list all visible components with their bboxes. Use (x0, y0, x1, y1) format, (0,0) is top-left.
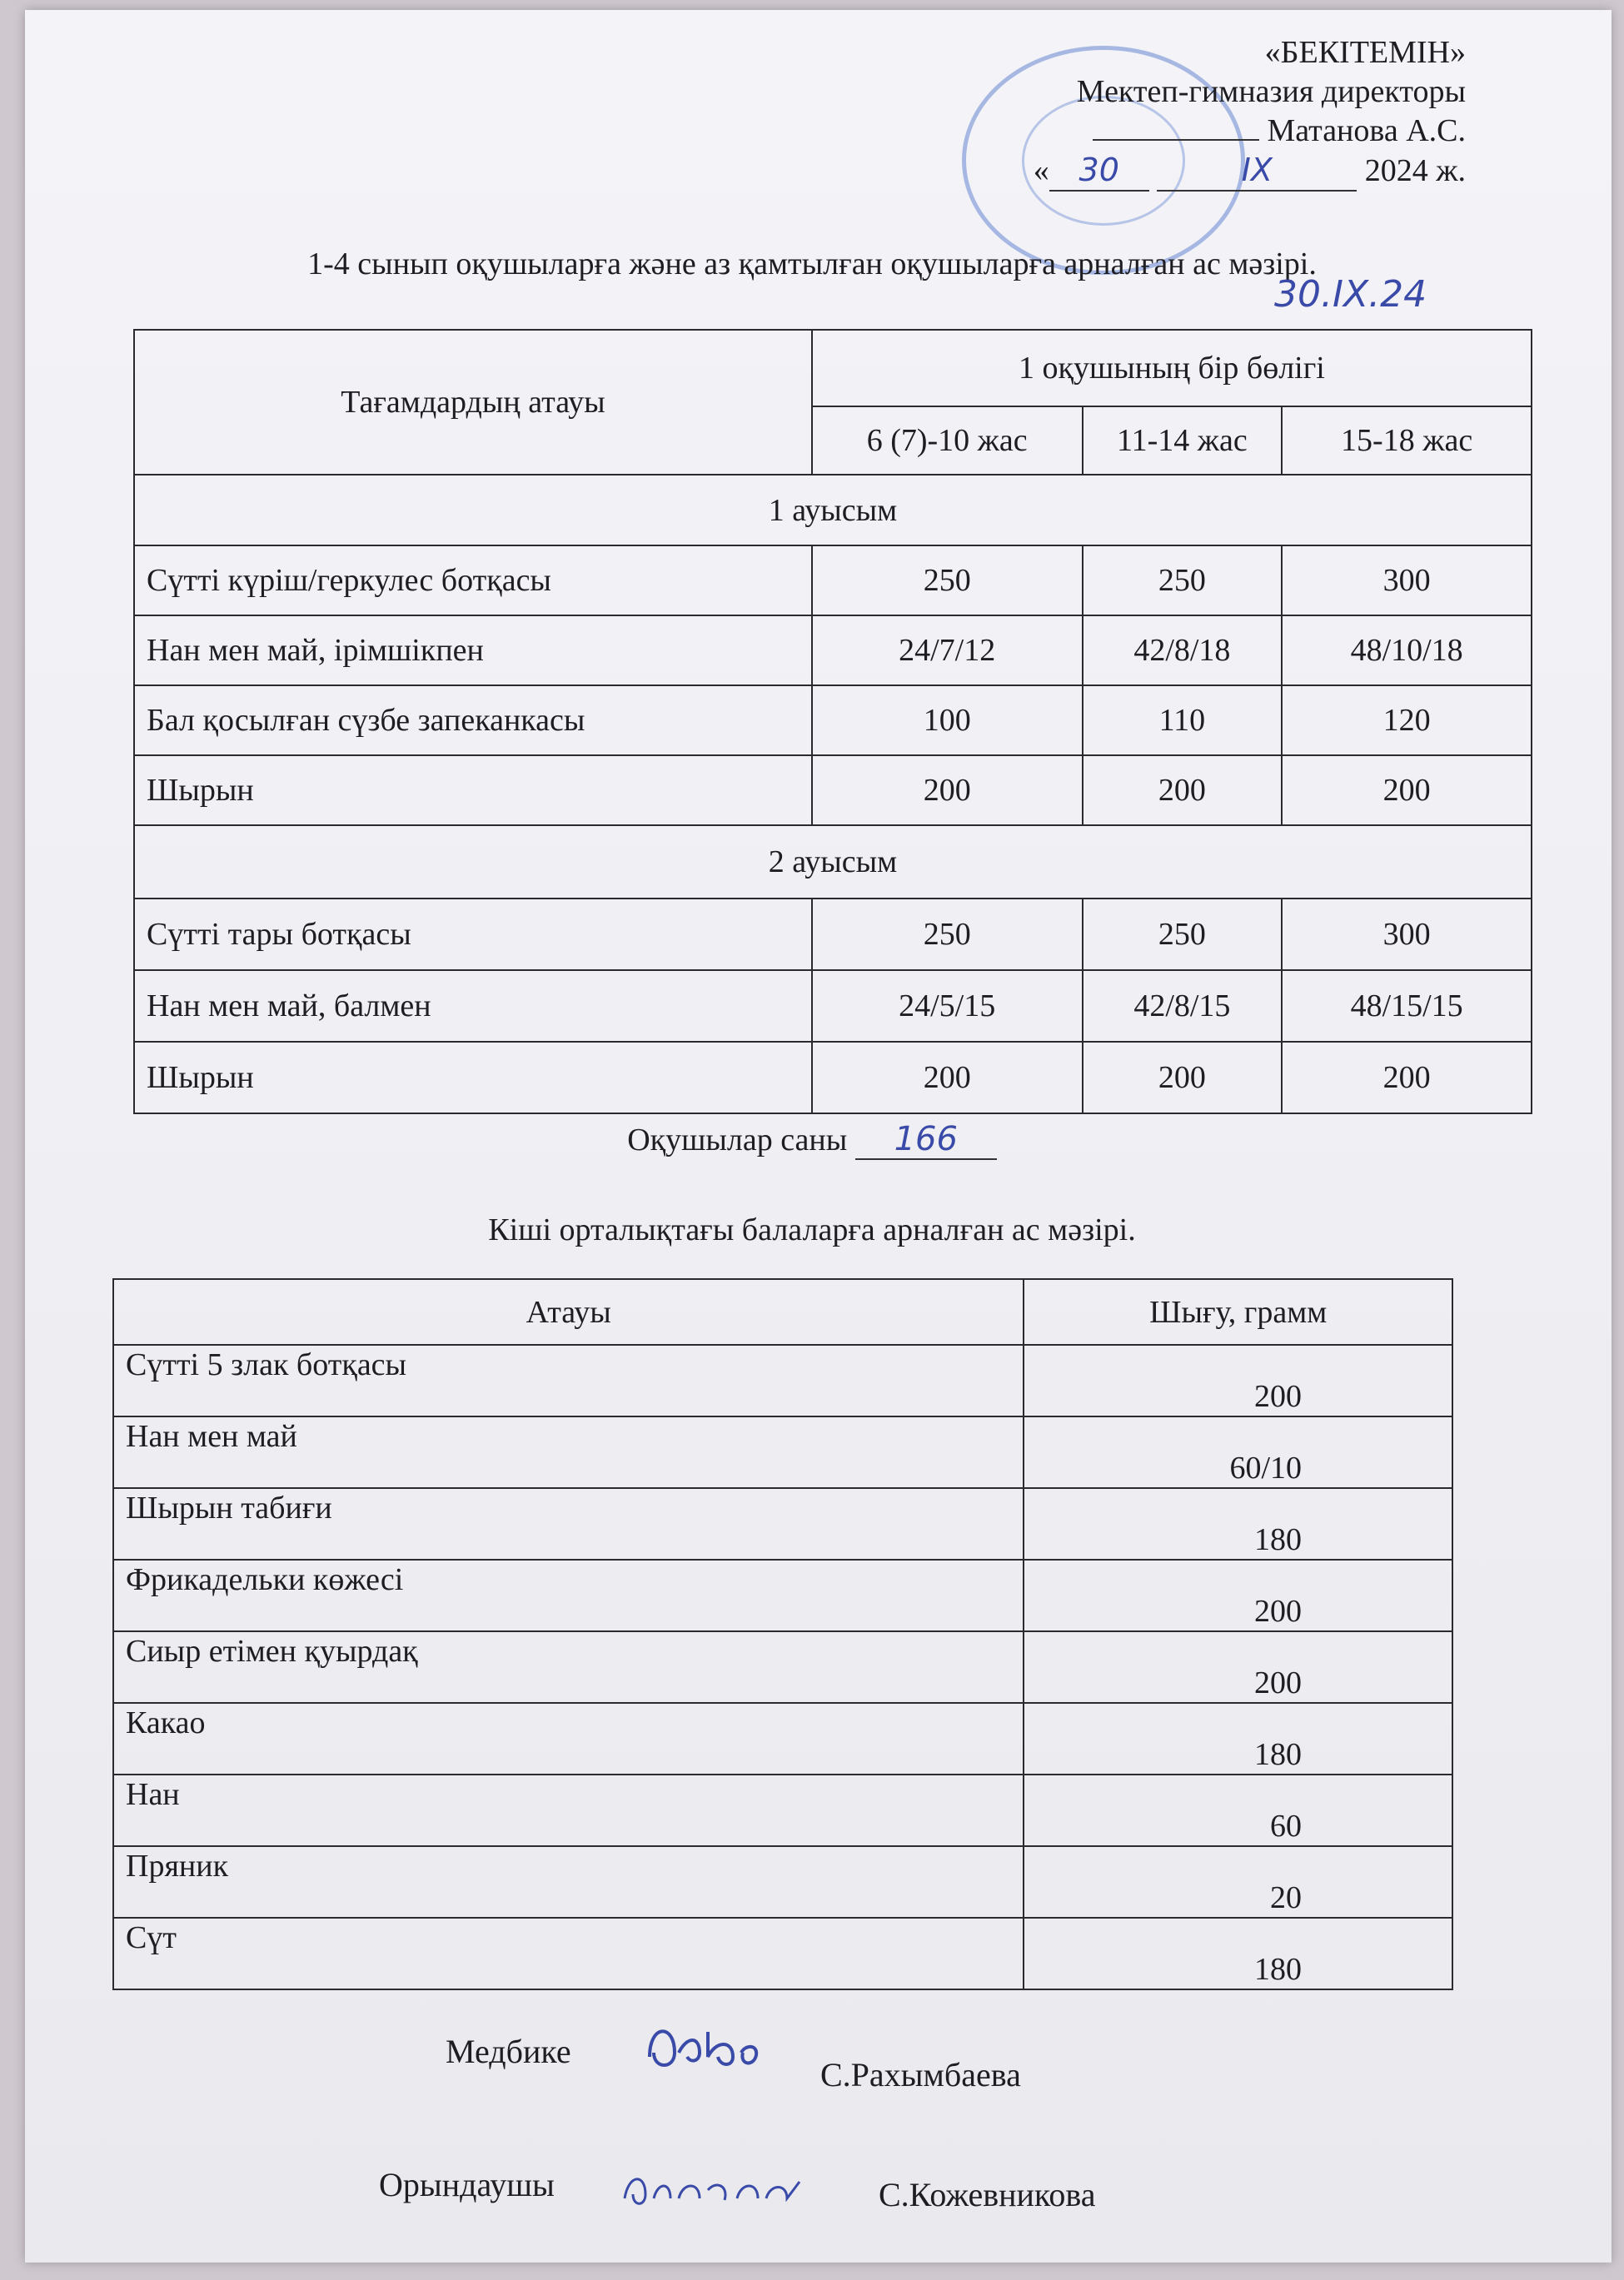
approval-year: 2024 ж. (1364, 153, 1466, 188)
executor-name: С.Кожевникова (879, 2176, 1096, 2213)
director-position: Мектеп-гимназия директоры (1076, 74, 1466, 109)
table-row: Шырын 200 200 200 (134, 1042, 1532, 1113)
nurse-role: Медбике (446, 2033, 571, 2070)
table-row: Шырын 200 200 200 (134, 755, 1532, 825)
age-group-2: 11-14 жас (1083, 406, 1283, 475)
approval-day: 30 (1049, 151, 1149, 192)
table-row: Нан мен май, балмен 24/5/15 42/8/15 48/15/15 (134, 970, 1532, 1042)
students-count-value: 166 (855, 1120, 997, 1160)
menu1-table (133, 329, 1532, 1114)
students-count-line (0, 1120, 1624, 1160)
table-row: Шырын табиғи 180 (113, 1488, 1452, 1560)
approval-block: «БЕКІТЕМІН» Мектеп-гимназия директоры Матанова А.С. « 30 IX 2024 ж. (949, 33, 1466, 192)
nurse-signature (641, 2007, 766, 2082)
table-row: Нан мен май 60/10 (113, 1416, 1452, 1488)
header-output: Шығу, грамм (1024, 1279, 1452, 1345)
header-name: Атауы (113, 1279, 1024, 1345)
table-row: Нан мен май, ірімшікпен 24/7/12 42/8/18 48/10/18 (134, 615, 1532, 685)
table-row: Сүт 180 (113, 1918, 1452, 1989)
age-group-3: 15-18 жас (1282, 406, 1532, 475)
age-group-1: 6 (7)-10 жас (812, 406, 1083, 475)
handwritten-date: 30.IX.24 (1274, 273, 1427, 316)
table-row: Какао 180 (113, 1703, 1452, 1775)
menu1-title: 1-4 сынып оқушыларға және аз қамтылған оқушыларға арналған ас мәзірі. (307, 246, 1317, 281)
menu2-table (112, 1278, 1453, 1990)
shift2-label: 2 ауысым (134, 825, 1532, 899)
signature-line (1093, 139, 1259, 141)
table-row: Сүтті тары ботқасы 250 250 300 (134, 899, 1532, 970)
students-count-label: Оқушылар саны (627, 1123, 848, 1157)
shift1-label: 1 ауысым (134, 475, 1532, 545)
menu2-title: Кіші орталықтағы балаларға арналған ас мәзірі. (488, 1212, 1136, 1247)
table-row: Бал қосылған сүзбе запеканкасы 100 110 120 (134, 685, 1532, 755)
header-portion: 1 оқушының бір бөлігі (812, 330, 1532, 406)
table-row: Сүтті 5 злак ботқасы 200 (113, 1345, 1452, 1416)
table-row: Фрикадельки көжесі 200 (113, 1560, 1452, 1631)
table-row: Сиыр етімен қуырдақ 200 (113, 1631, 1452, 1703)
table-row: Нан 60 (113, 1775, 1452, 1846)
executor-role: Орындаушы (379, 2166, 555, 2203)
director-name: Матанова А.С. (1267, 113, 1466, 148)
header-dish-name: Тағамдардың атауы (134, 330, 812, 475)
nurse-name: С.Рахымбаева (820, 2056, 1021, 2093)
approval-month: IX (1157, 151, 1357, 192)
table-row: Пряник 20 (113, 1846, 1452, 1918)
table-row: Сүтті күріш/геркулес ботқасы 250 250 300 (134, 545, 1532, 615)
executor-signature (620, 2165, 812, 2215)
approve-word: «БЕКІТЕМІН» (1264, 35, 1466, 70)
